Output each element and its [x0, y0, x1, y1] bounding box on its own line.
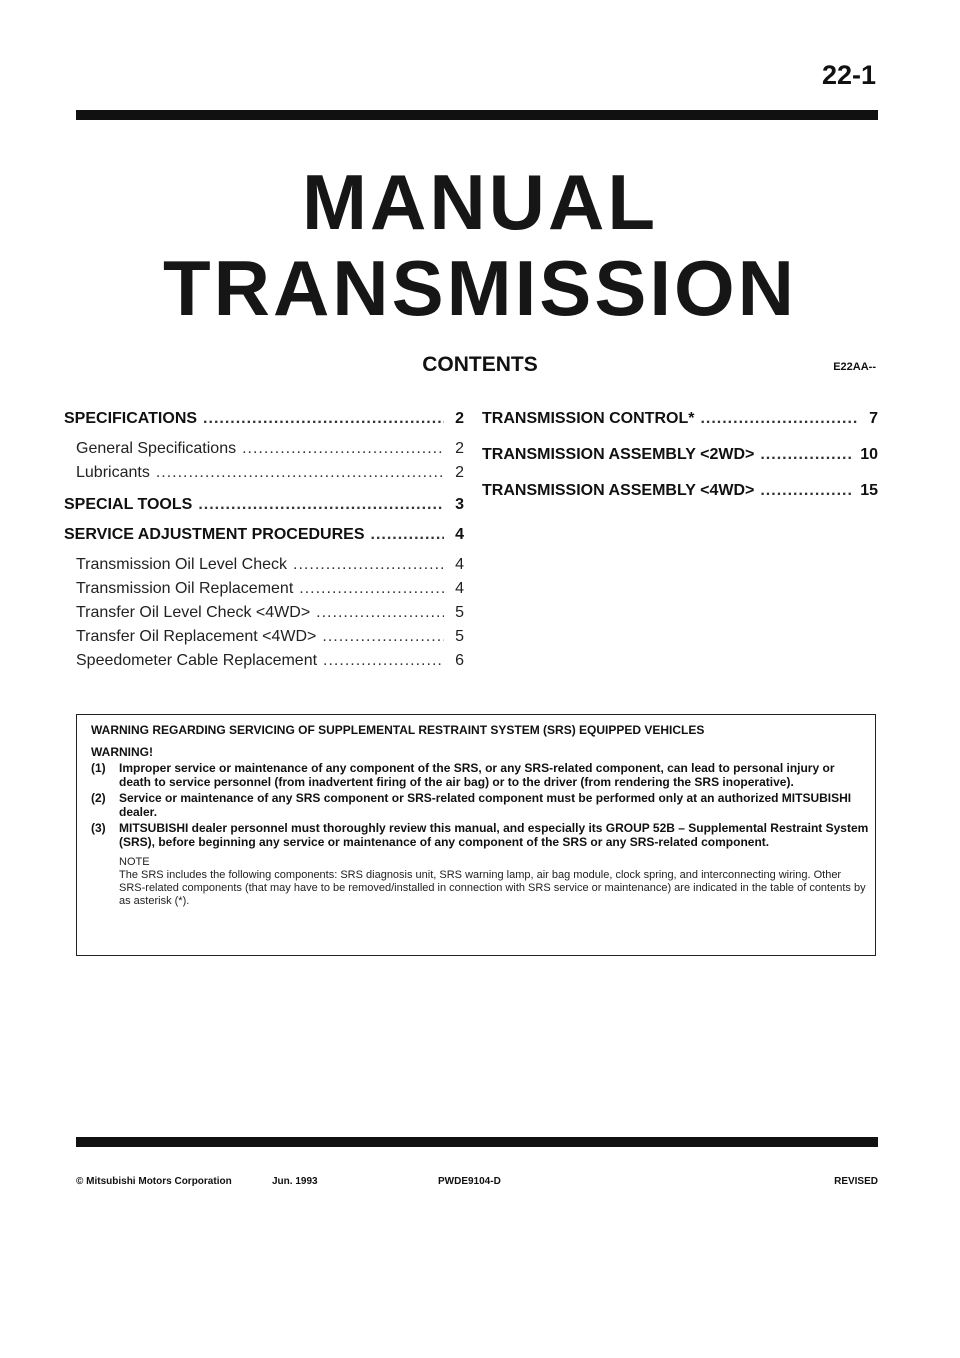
- toc-label: Lubricants: [76, 464, 150, 481]
- srs-warning-box: [76, 714, 876, 956]
- toc-entry[interactable]: [64, 628, 464, 652]
- note-text: The SRS includes the following components: SRS diagnosis unit, SRS warning lamp, air bag module, clock spring, and interconnecting wiring. Other SRS-related components (that may have to be removed/installed in connection with SRS service or maintenance) are indicated in the table of contents by as asterisk (*).: [119, 869, 866, 907]
- toc-entry[interactable]: [64, 652, 464, 676]
- toc-leader: [293, 556, 444, 574]
- toc-entry[interactable]: [482, 410, 878, 446]
- note-label: NOTE: [119, 856, 150, 868]
- toc-entry[interactable]: [482, 482, 878, 518]
- warning-label: WARNING!: [91, 745, 153, 759]
- toc-page: 15: [860, 482, 878, 499]
- toc-spacer: [64, 488, 464, 496]
- warning-item: [91, 761, 869, 789]
- bottom-rule: [76, 1137, 878, 1147]
- page-number: 22-1: [821, 60, 876, 90]
- toc-leader: [198, 496, 444, 514]
- toc-leader: [322, 628, 444, 646]
- toc-entry[interactable]: [64, 440, 464, 464]
- warning-item: [91, 791, 869, 819]
- toc-entry[interactable]: [64, 580, 464, 604]
- footer-status: REVISED: [834, 1176, 878, 1187]
- toc-page: 5: [455, 628, 464, 645]
- toc-label: SPECIAL TOOLS: [64, 496, 193, 513]
- title-line-1: MANUAL: [302, 158, 658, 246]
- toc-leader: [760, 446, 854, 464]
- toc-entry[interactable]: [64, 526, 464, 556]
- toc-page: 6: [455, 652, 464, 669]
- toc-entry[interactable]: [64, 604, 464, 628]
- warning-title: WARNING REGARDING SERVICING OF SUPPLEMENTAL RESTRAINT SYSTEM (SRS) EQUIPPED VEHICLES: [91, 723, 705, 737]
- toc-page: 4: [455, 556, 464, 573]
- toc-leader: [299, 580, 444, 598]
- toc-label: Transmission Oil Replacement: [76, 580, 294, 597]
- toc-page: 2: [455, 410, 464, 427]
- toc-left-column: [64, 410, 464, 676]
- footer-copyright: © Mitsubishi Motors Corporation: [76, 1176, 232, 1187]
- toc-label: Transfer Oil Replacement <4WD>: [76, 628, 317, 645]
- toc-entry[interactable]: [64, 410, 464, 440]
- toc-entry[interactable]: [64, 556, 464, 580]
- top-rule: [76, 110, 878, 120]
- toc-label: SERVICE ADJUSTMENT PROCEDURES: [64, 526, 365, 543]
- toc-leader: [700, 410, 858, 428]
- toc-right-column: [482, 410, 878, 518]
- toc-entry[interactable]: [64, 464, 464, 488]
- toc-label: TRANSMISSION ASSEMBLY <4WD>: [482, 482, 755, 499]
- toc-page: 7: [869, 410, 878, 427]
- warning-item: [91, 821, 869, 849]
- contents-heading: CONTENTS: [422, 353, 538, 376]
- warning-item-number: (1): [91, 761, 106, 775]
- toc-leader: [242, 440, 444, 458]
- toc-page: 4: [455, 580, 464, 597]
- warning-item-text: Improper service or maintenance of any component of the SRS, or any SRS-related component, can lead to personal injury or death to service personnel (from inadvertent firing of the air bag) or to the driver (from rendering the SRS inoperative).: [119, 761, 835, 789]
- toc-label: General Specifications: [76, 440, 237, 457]
- toc-entry[interactable]: [64, 496, 464, 526]
- toc-leader: [203, 410, 444, 428]
- toc-leader: [371, 526, 445, 544]
- toc-leader: [316, 604, 444, 622]
- footer-code: PWDE9104-D: [438, 1176, 501, 1187]
- doc-code: E22AA--: [833, 361, 876, 373]
- toc-page: 2: [455, 464, 464, 481]
- toc-label: Speedometer Cable Replacement: [76, 652, 318, 669]
- toc-page: 10: [860, 446, 878, 463]
- toc-entry[interactable]: [482, 446, 878, 482]
- warning-item-number: (2): [91, 791, 106, 805]
- toc-page: 3: [455, 496, 464, 513]
- footer-date: Jun. 1993: [272, 1176, 318, 1187]
- warning-item-number: (3): [91, 821, 106, 835]
- toc-leader: [760, 482, 854, 500]
- title-line-2: TRANSMISSION: [162, 244, 798, 332]
- toc-page: 4: [455, 526, 464, 543]
- toc-label: TRANSMISSION ASSEMBLY <2WD>: [482, 446, 755, 463]
- toc-leader: [323, 652, 444, 670]
- toc-page: 2: [455, 440, 464, 457]
- toc-page: 5: [455, 604, 464, 621]
- warning-item-text: Service or maintenance of any SRS component or SRS-related component must be performed only at an authorized MITSUBISHI dealer.: [119, 791, 852, 819]
- toc-leader: [156, 464, 444, 482]
- toc-label: TRANSMISSION CONTROL*: [482, 410, 695, 427]
- toc-label: Transfer Oil Level Check <4WD>: [76, 604, 311, 621]
- toc-label: Transmission Oil Level Check: [76, 556, 288, 573]
- toc-label: SPECIFICATIONS: [64, 410, 198, 427]
- warning-item-text: MITSUBISHI dealer personnel must thoroughly review this manual, and especially its GROUP 52B – Supplemental Restraint System (SRS), before beginning any service or maintenance of any component of the SRS or any SRS-related component.: [119, 821, 869, 849]
